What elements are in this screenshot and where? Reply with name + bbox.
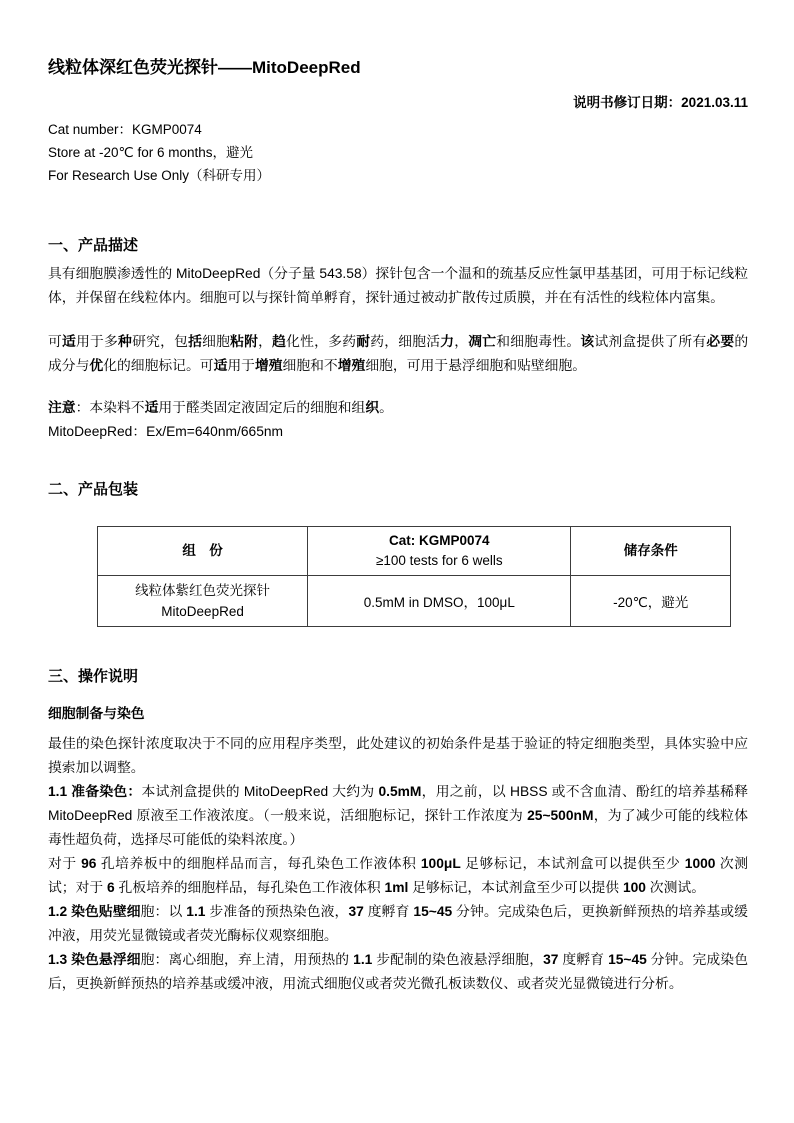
table-header-storage-label: 储存条件 bbox=[623, 543, 678, 558]
revision-date-value: 2021.03.11 bbox=[681, 95, 748, 110]
section-1-heading: 一、产品描述 bbox=[48, 237, 139, 254]
cat-number-line: Cat number：KGMP0074 bbox=[48, 122, 202, 137]
storage-condition-line: Store at -20℃ for 6 months，避光 bbox=[48, 145, 253, 160]
table-header-component-label: 组 份 bbox=[182, 543, 223, 558]
component-name-cn: 线粒体紫红色荧光探针 bbox=[135, 583, 271, 598]
revision-date-label: 说明书修订日期： bbox=[573, 95, 682, 110]
table-row bbox=[98, 576, 731, 627]
step-1-1-prepare-staining: 1.1 准备染色：本试剂盒提供的 MitoDeepRed 大约为 0.5mM，用之前，以 HBSS 或不含血清、酚红的培养基稀释 MitoDeepRed 原液至工作液浓度。（一般来说，活细胞标记，探针工作浓度为 25~500nM，为了减少可能的线粒体毒性超负荷，选择尽可能低的染料浓度。） bbox=[48, 784, 749, 847]
cell-prep-subheading: 细胞制备与染色 bbox=[48, 706, 145, 721]
product-description-paragraph-1: 具有细胞膜渗透性的 MitoDeepRed（分子量 543.58）探针包含一个温和的巯基反应性氯甲基基团，可用于标记线粒体，并保留在线粒体内。细胞可以与探针简单孵育，探针通过被动扩散传过质膜，并在有活性的线粒体内富集。 bbox=[48, 266, 748, 305]
component-name-en: MitoDeepRed bbox=[161, 604, 244, 619]
cell-specification: 0.5mM in DMSO，100μL bbox=[308, 576, 571, 627]
step-1-3-suspension-cells: 1.3 染色悬浮细胞：离心细胞，弃上清，用预热的 1.1 步配制的染色液悬浮细胞，37 度孵育 15~45 分钟。完成染色后，更换新鲜预热的培养基或缓冲液，用流式细胞仪或者荧光微孔板读数仪、或者荧光显微镜进行分析。 bbox=[48, 952, 748, 991]
packaging-table bbox=[97, 526, 731, 627]
step-1-2-adherent-cells: 1.2 染色贴壁细胞：以 1.1 步准备的预热染色液，37 度孵育 15~45 分钟。完成染色后，更换新鲜预热的培养基或缓冲液，用荧光显微镜或者荧光酶标仪观察细胞。 bbox=[48, 904, 748, 943]
table-header-tests: ≥100 tests for 6 wells bbox=[375, 553, 503, 568]
table-header-cat bbox=[308, 527, 571, 576]
table-header-component bbox=[98, 527, 308, 576]
table-header-storage bbox=[571, 527, 731, 576]
section-3-heading: 三、操作说明 bbox=[48, 668, 139, 685]
revision-date-line bbox=[48, 94, 748, 112]
research-use-line: For Research Use Only（科研专用） bbox=[48, 168, 271, 183]
cell-storage-condition: -20℃，避光 bbox=[571, 576, 731, 627]
cell-component bbox=[98, 576, 308, 627]
staining-intro-paragraph: 最佳的染色探针浓度取决于不同的应用程序类型，此处建议的初始条件是基于验证的特定细胞类型，具体实验中应摸索加以调整。 bbox=[48, 736, 748, 775]
caution-note: 注意：本染料不适用于醛类固定液固定后的细胞和组织。 bbox=[48, 400, 393, 415]
excitation-emission-line: MitoDeepRed：Ex/Em=640nm/665nm bbox=[48, 424, 284, 439]
table-header-cat-number: Cat: KGMP0074 bbox=[389, 533, 490, 548]
page-title: 线粒体深红色荧光探针——MitoDeepRed bbox=[48, 58, 361, 77]
packaging-table-header-row bbox=[98, 527, 731, 576]
step-1-1-volume-guidance: 对于 96 孔培养板中的细胞样品而言，每孔染色工作液体积 100μL 足够标记，本试剂盒可以提供至少 1000 次测试；对于 6 孔板培养的细胞样品，每孔染色工作液体积 1ml 足够标记，本试剂盒至少可以提供 100 次测试。 bbox=[48, 856, 748, 895]
product-description-paragraph-2: 可适用于多种研究，包括细胞粘附，趋化性，多药耐药，细胞活力，凋亡和细胞毒性。该试剂盒提供了所有必要的成分与优化的细胞标记。可适用于增殖细胞和不增殖细胞，可用于悬浮细胞和贴壁细胞。 bbox=[48, 334, 749, 373]
section-2-heading: 二、产品包装 bbox=[48, 481, 139, 498]
